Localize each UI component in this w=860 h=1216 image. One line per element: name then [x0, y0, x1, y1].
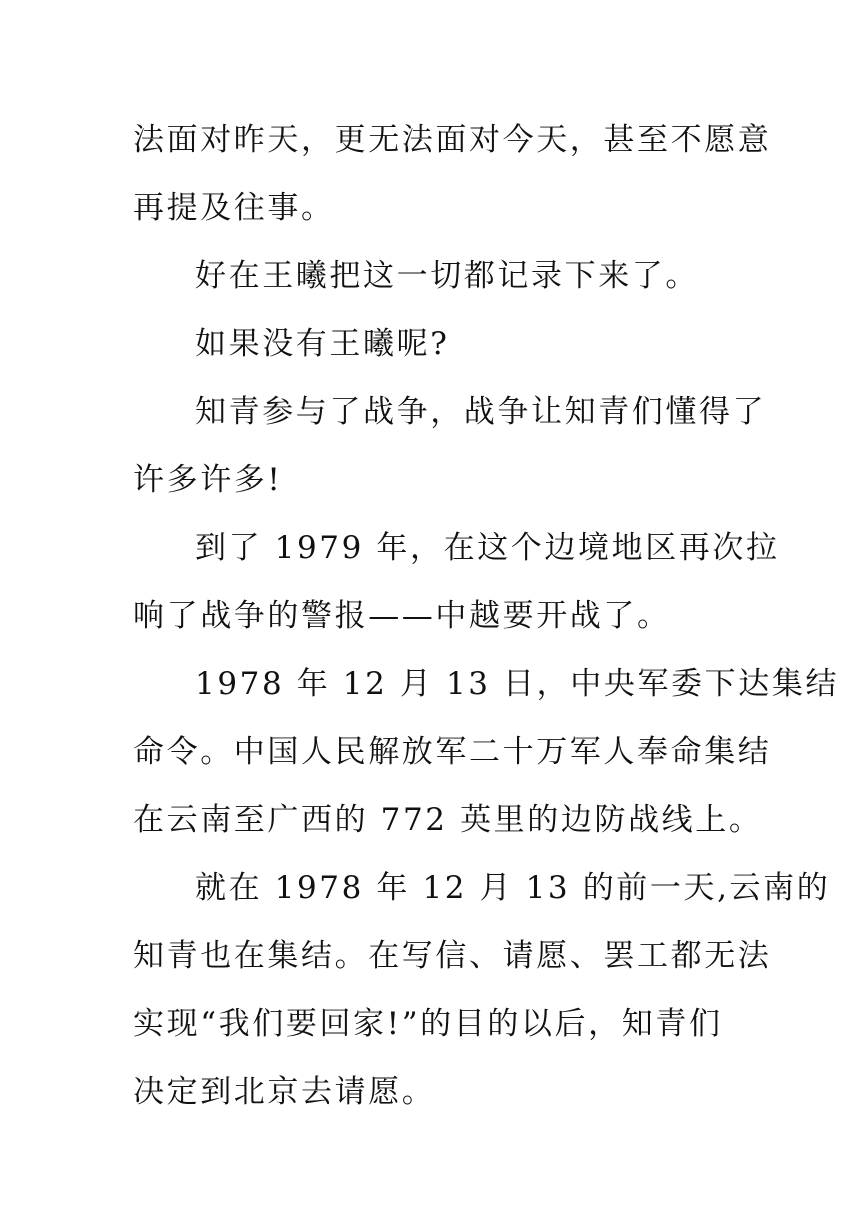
text-line: 决定到北京去请愿。	[133, 1074, 436, 1110]
text-line: 许多许多!	[133, 462, 283, 498]
text-line: 响了战争的警报——中越要开战了。	[133, 598, 671, 634]
text-line: 在云南至广西的 772 英里的边防战线上。	[133, 802, 763, 838]
text-line: 实现“我们要回家!”的目的以后，知青们	[133, 1006, 723, 1042]
text-line: 知青参与了战争，战争让知青们懂得了	[195, 394, 767, 430]
body-text	[133, 106, 840, 1126]
text-line: 法面对昨天，更无法面对今天，甚至不愿意	[133, 122, 772, 158]
text-line: 再提及往事。	[133, 190, 335, 226]
text-line: 1978 年 12 月 13 日，中央军委下达集结	[195, 666, 840, 702]
text-line: 如果没有王曦呢?	[195, 326, 450, 362]
text-line: 知青也在集结。在写信、请愿、罢工都无法	[133, 938, 772, 974]
text-line: 好在王曦把这一切都记录下来了。	[195, 258, 699, 294]
text-line: 到了 1979 年，在这个边境地区再次拉	[195, 530, 780, 566]
text-line: 命令。中国人民解放军二十万军人奉命集结	[133, 734, 772, 770]
text-line: 就在 1978 年 12 月 13 的前一天,云南的	[195, 870, 831, 906]
